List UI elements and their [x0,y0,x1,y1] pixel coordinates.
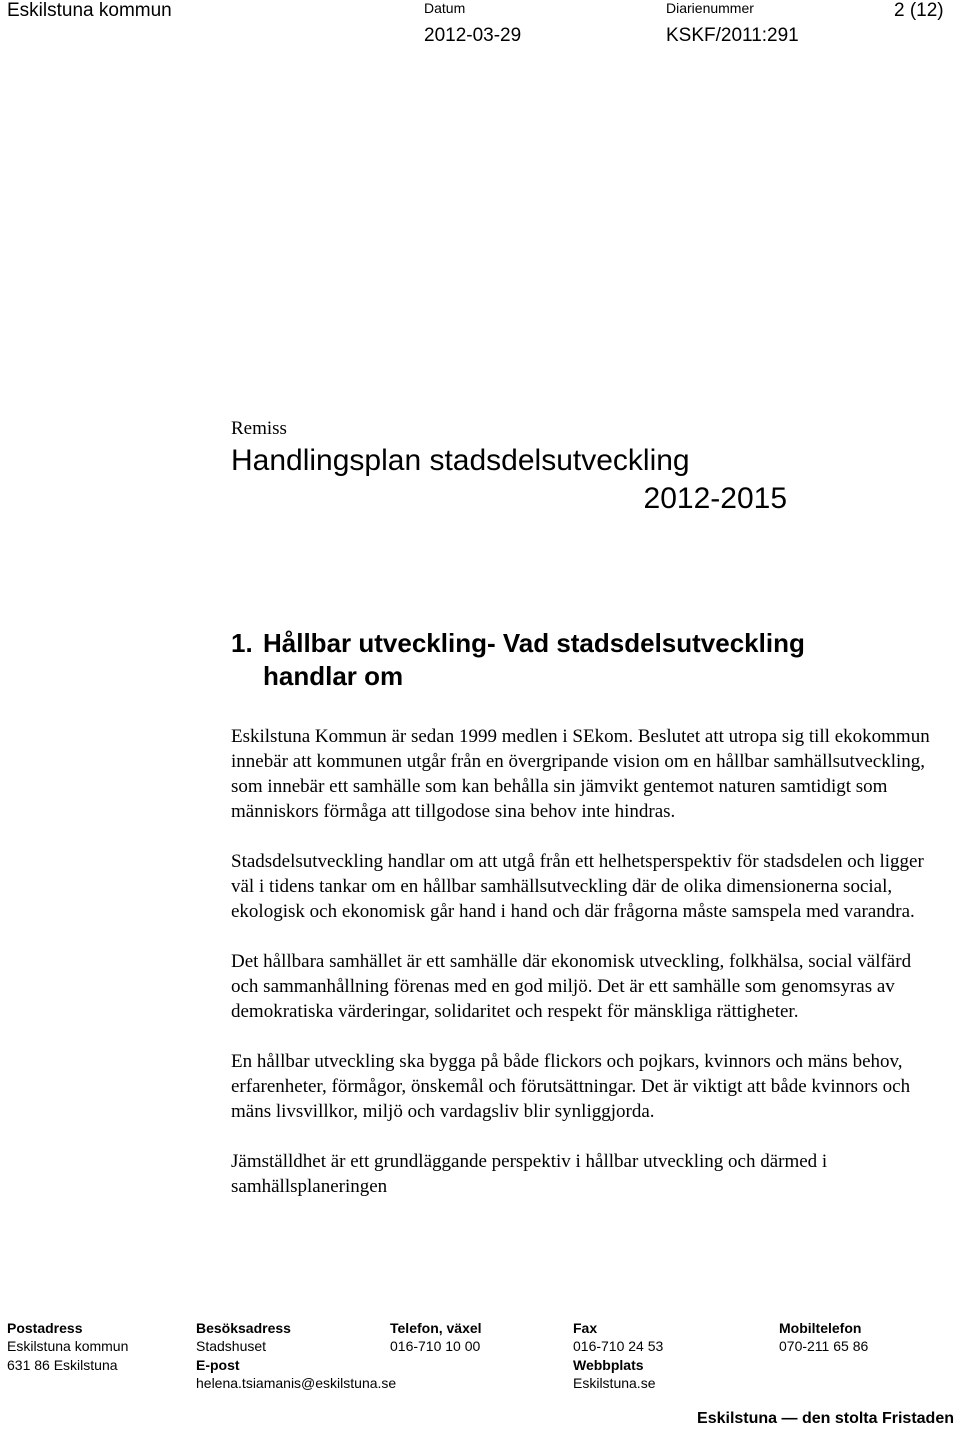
document-title-line2: 2012-2015 [643,482,787,515]
footer-webb-value[interactable]: Eskilstuna.se [573,1375,656,1391]
footer-besoksadress-value: Stadshuset [196,1338,267,1354]
paragraph: Det hållbara samhället är ett samhälle där ekonomisk utveckling, folkhälsa, social välfärd och sammanhållning förenas med en god miljö. Det är ett samhälle som genomsyras av demokratiska värderingar, solidaritet och respekt för mänskliga rättigheter. [231,951,912,1022]
diary-number-label: Diarienummer [666,0,754,16]
paragraph: Stadsdelsutveckling handlar om att utgå från ett helhetsperspektiv för stadsdelen och ligger väl i tidens tankar om en hållbar samhällsutveckling där de olika dimensionerna social, ekologisk och ekonomisk går hand i hand och där frågorna måste samspela med varandra. [231,851,924,922]
paragraph: Jämställdhet är ett grundläggande perspektiv i hållbar utveckling och därmed i samhällsplaneringen [231,1151,828,1197]
footer-epost-label: E-post [196,1357,240,1373]
date-value: 2012-03-29 [424,25,522,46]
document-kind: Remiss [231,418,287,439]
paragraph: Eskilstuna Kommun är sedan 1999 medlen i SEkom. Beslutet att utropa sig till ekokommun innebär att kommunen utgår från en övergripande vision om en hållbar samhällsutveckling, som innebär ett samhälle som kan behålla sin jämvikt gentemot naturen samtidigt som människors förmåga att tillgodose sina behov inte hindras. [231,726,930,822]
page-number: 2 (12) [894,0,944,21]
footer-webb-label: Webbplats [573,1357,644,1373]
footer-postadress-line1: Eskilstuna kommun [7,1338,129,1354]
footer-telefon-value: 016-710 10 00 [390,1338,481,1354]
section-title-line2: handlar om [263,661,404,691]
footer-mobil-value: 070-211 65 86 [779,1338,869,1354]
footer-telefon-label: Telefon, växel [390,1320,482,1336]
footer-epost-value[interactable]: helena.tsiamanis@eskilstuna.se [196,1375,397,1391]
diary-number-value: KSKF/2011:291 [666,25,799,46]
footer-postadress-line2: 631 86 Eskilstuna [7,1357,118,1373]
footer-postadress-label: Postadress [7,1320,83,1336]
document-title-line1: Handlingsplan stadsdelsutveckling [231,444,690,477]
footer-slogan: Eskilstuna — den stolta Fristaden [697,1410,954,1427]
footer-fax-value: 016-710 24 53 [573,1338,664,1354]
paragraph: En hållbar utveckling ska bygga på både flickors och pojkars, kvinnors och mäns behov, erfarenheter, förmågor, önskemål och förutsättningar. Det är viktigt att både kvinnors och mäns livsvillkor, miljö och vardagsliv blir synliggjorda. [231,1051,911,1122]
document-title [231,442,791,518]
footer-mobil-label: Mobiltelefon [779,1320,862,1336]
section-heading [231,627,931,693]
body-text [231,724,931,1224]
header-organization: Eskilstuna kommun [7,0,172,21]
footer-fax-label: Fax [573,1320,598,1336]
section-title-line1: Hållbar utveckling- Vad stadsdelsutveckling [263,628,805,658]
section-number: 1. [231,628,253,658]
date-label: Datum [424,0,466,16]
footer-besoksadress-label: Besöksadress [196,1320,291,1336]
